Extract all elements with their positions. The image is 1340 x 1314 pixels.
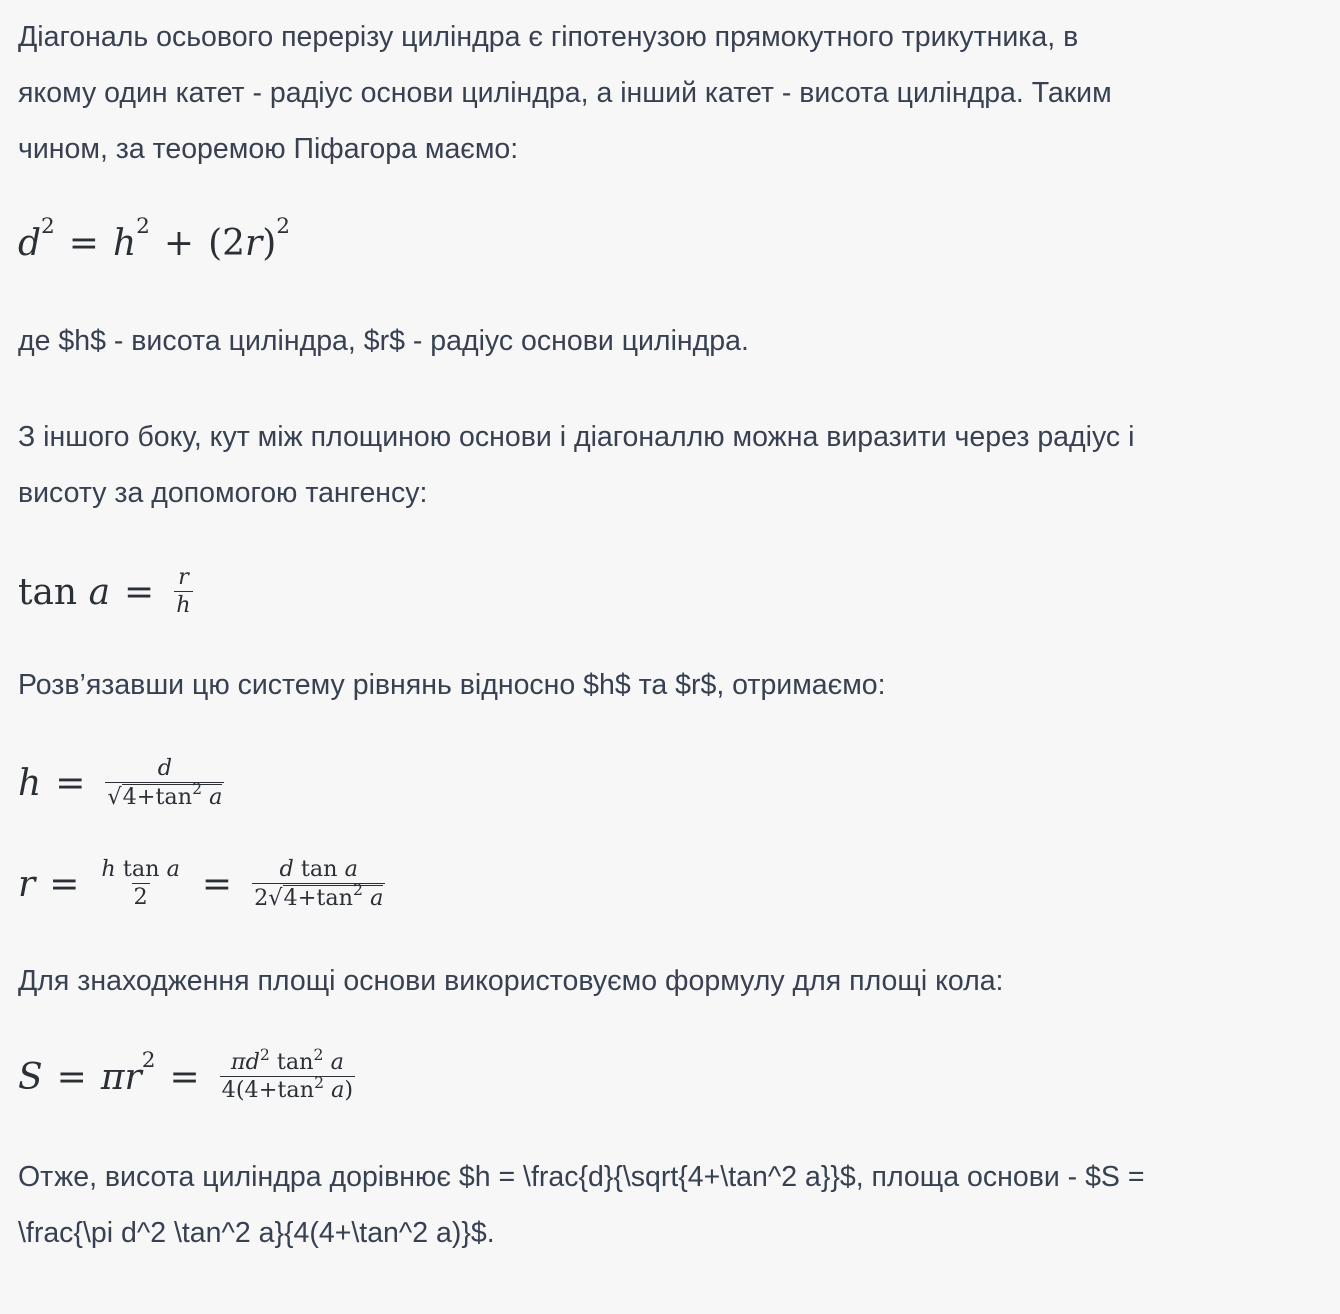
paragraph-conclusion-line-2: \frac{\pi d^2 \tan^2 a}{4(4+\tan^2 a)}$. (18, 1217, 495, 1249)
paragraph-area-intro: Для знаходження площі основи використовуємо формулу для площі кола: (18, 965, 1004, 997)
formula-pythagoras: d 2 = h 2 + (2 r ) 2 (18, 214, 291, 264)
paragraph-angle-line-2: висоту за допомогою тангенсу: (18, 477, 428, 509)
formula-radius: r = $\frac{\text{h tan a}}{2}$ = d tan a 2√ $4+\tan^2$ a (18, 855, 384, 911)
paragraph-intro-line-1: Діагональ осьового перерізу циліндра є гіпотенузою прямокутного трикутника, в (18, 21, 1079, 53)
paragraph-variables: де $h$ - висота циліндра, $r$ - радіус основи циліндра. (18, 325, 749, 357)
formula-tangent: tan a = $\frac{r}{h}$ (18, 564, 191, 618)
paragraph-angle-line-1: З іншого боку, кут між площиною основи і діагоналлю можна виразити через радіус і (18, 421, 1135, 453)
paragraph-conclusion-line-1: Отже, висота циліндра дорівнює $h = \frac{d}{\sqrt{4+\tan^2 a}}$, площа основи - $S = (18, 1161, 1145, 1193)
formula-height: h = d √ $4+\tan^2$ a (18, 754, 223, 810)
paragraph-intro-line-2: якому один катет - радіус основи циліндра, а інший катет - висота циліндра. Таким (18, 77, 1112, 109)
paragraph-solution: Розв’язавши цю систему рівнянь відносно $h$ та $r$, отримаємо: (18, 669, 886, 701)
formula-area: S = πr 2 = $\frac{\pi d^2 \tan^2 a}{4(4+\tan^2 a)}$ (18, 1045, 354, 1103)
paragraph-intro-line-3: чином, за теоремою Піфагора маємо: (18, 133, 519, 165)
